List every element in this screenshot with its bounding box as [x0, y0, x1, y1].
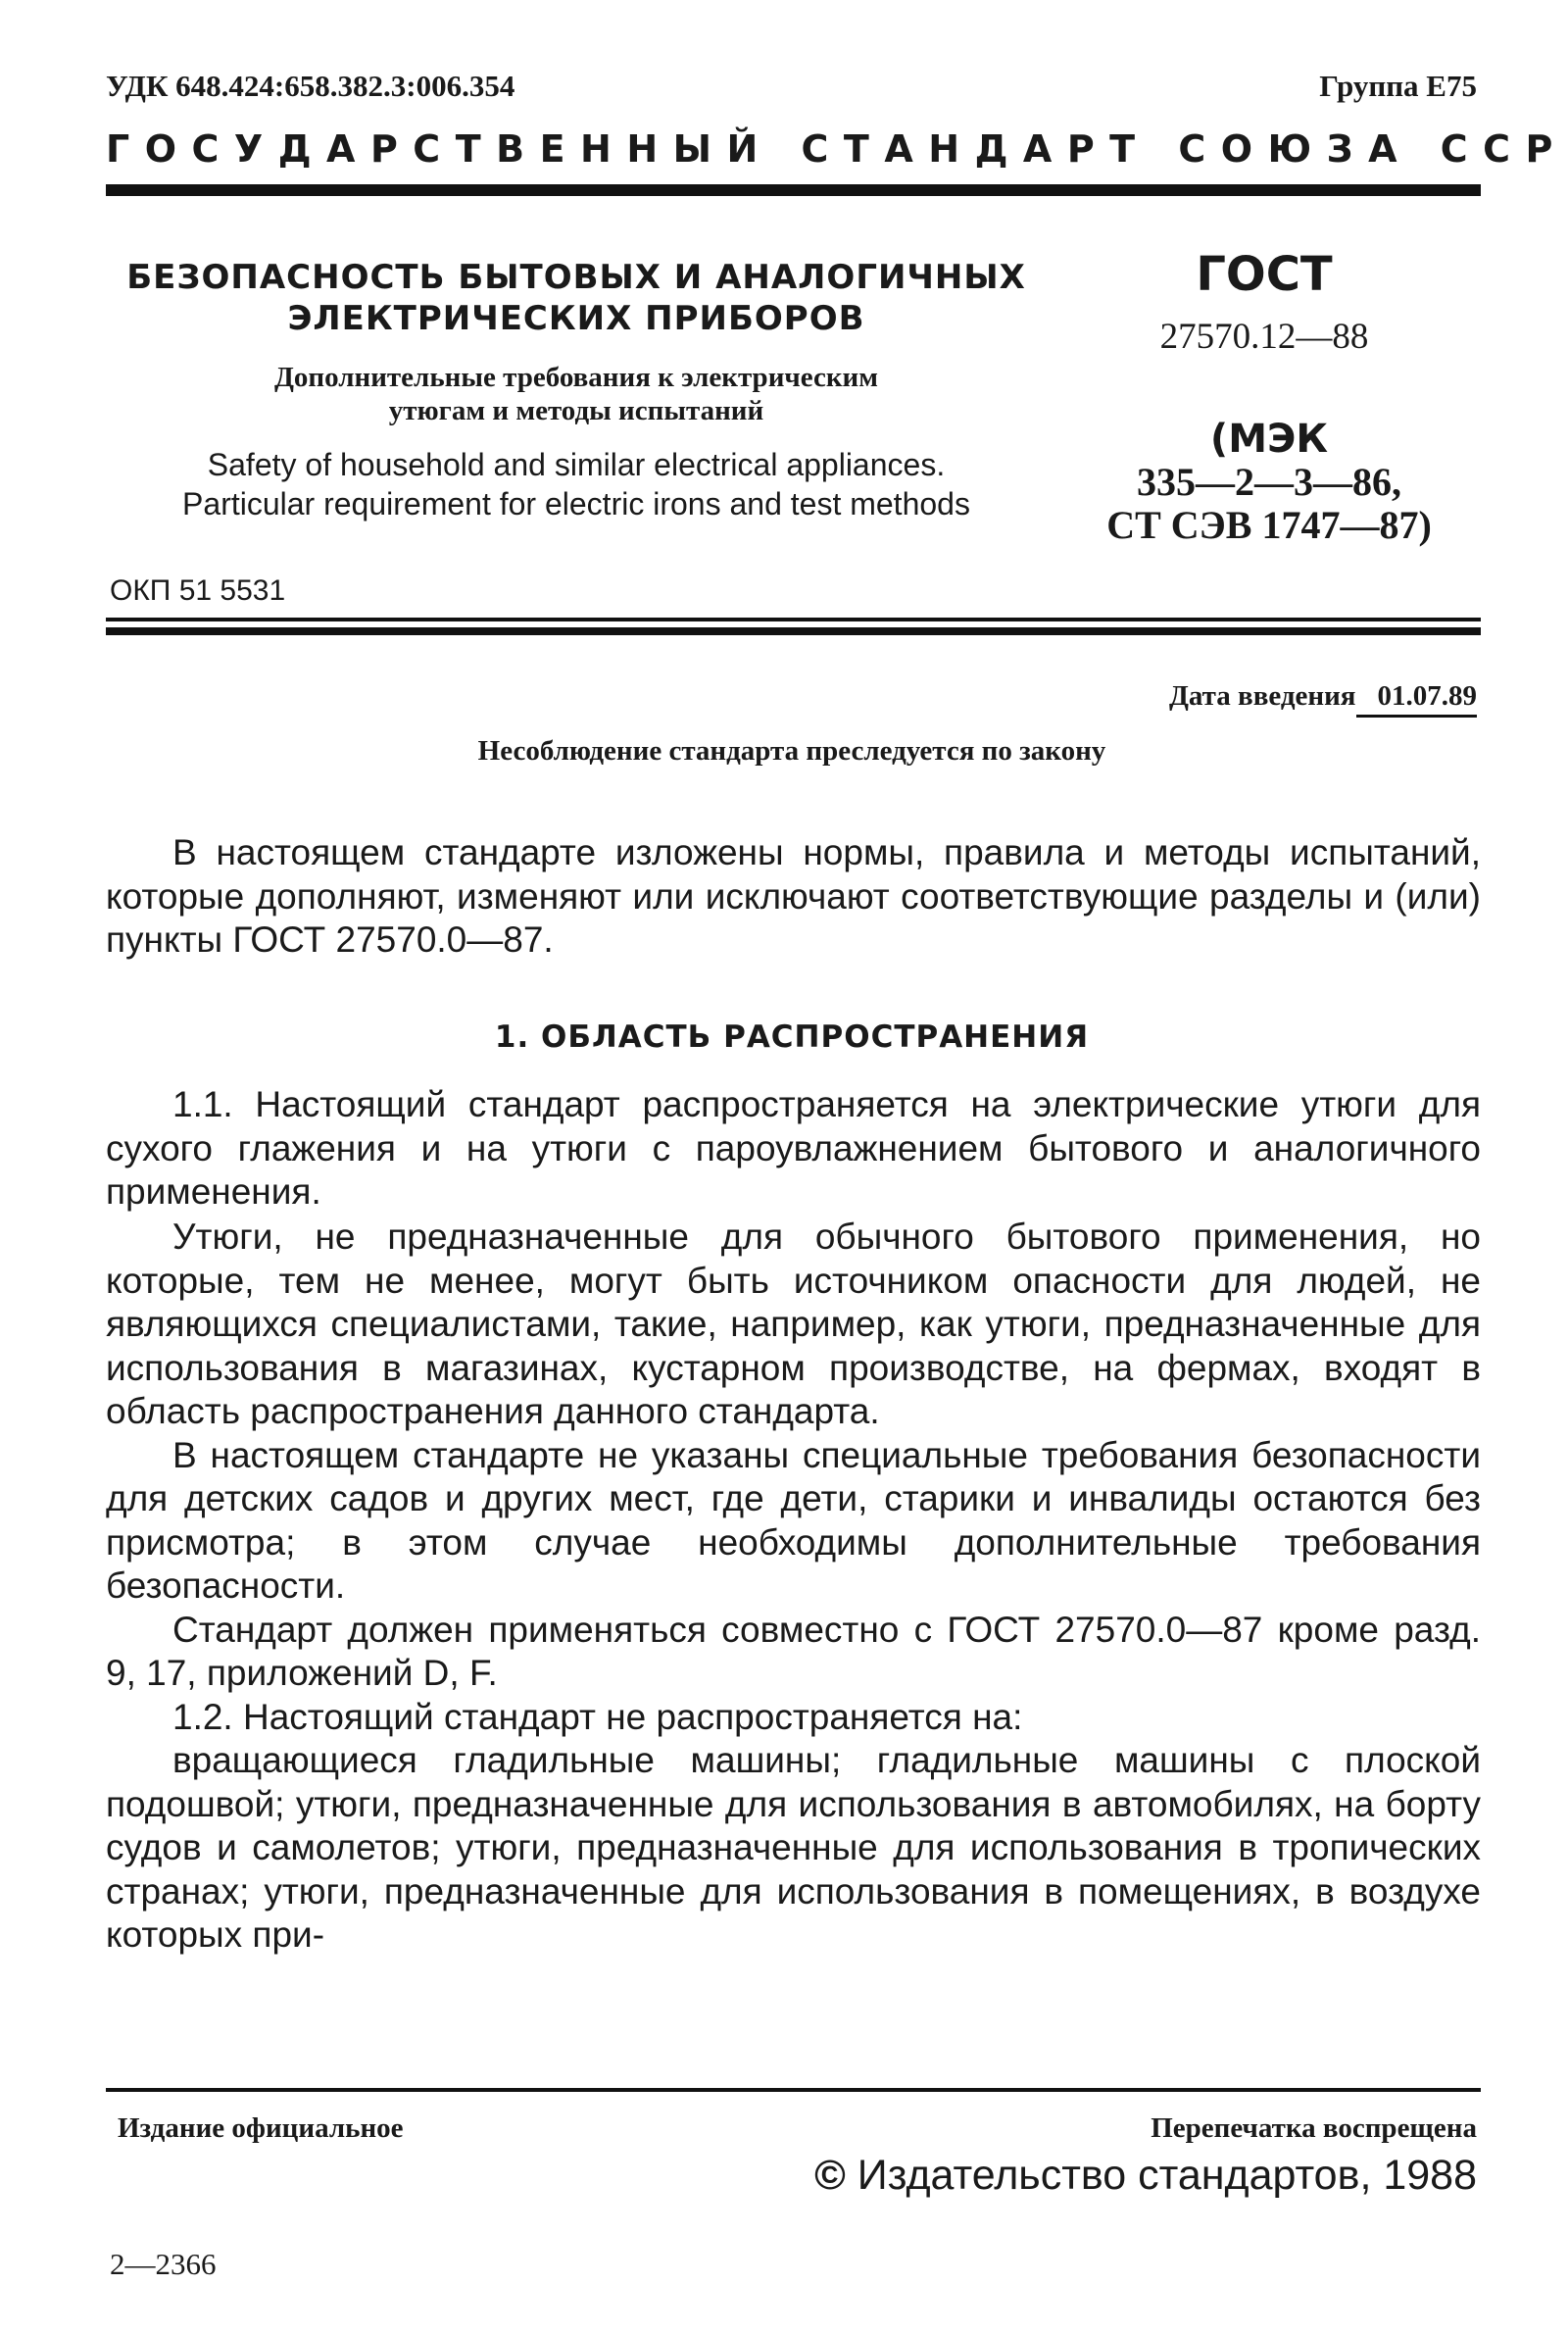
paragraph-irons: Утюги, не предназначенные для обычного бытового применения, но которые, тем не менее, могут быть источником опасности для людей, не являющихся специалистами, такие, например, как утюги, предназначенные для использования в магазинах, кустарном производстве, на фермах, входят в область распространения данного стандарта. [106, 1217, 1481, 1431]
subtitle-line-2: утюгам и методы испытаний [388, 395, 764, 426]
intro-date-value: 01.07.89 [1356, 680, 1478, 718]
udk-code: УДК 648.424:658.382.3:006.354 [106, 69, 515, 103]
subtitle-line-1: Дополнительные требования к электрическим [273, 362, 879, 393]
title-line-2: ЭЛЕКТРИЧЕСКИХ ПРИБОРОВ [287, 299, 865, 338]
paragraph-special-requirements: В настоящем стандарте не указаны специальные требования безопасности для детских садов и других мест, где дети, старики и инвалиды остаются без присмотра; в этом случае необходимы дополнительные требования безопасности. [106, 1434, 1481, 1606]
title-rule-thin [106, 618, 1481, 621]
english-line-1: Safety of household and similar electrical appliances. [207, 447, 946, 482]
section-heading: 1. ОБЛАСТЬ РАСПРОСТРАНЕНИЯ [494, 1019, 1090, 1055]
group-code: Группа Е75 [1319, 69, 1477, 103]
mek-line-1: (МЭК [1209, 417, 1329, 462]
title-line-1: БЕЗОПАСНОСТЬ БЫТОВЫХ И АНАЛОГИЧНЫХ [126, 258, 1026, 297]
gost-number: 27570.12—88 [1159, 317, 1369, 357]
publisher-line [814, 2152, 1477, 2200]
intro-date-label: Дата введения [1168, 680, 1356, 712]
body-text [106, 1216, 1481, 1958]
title-block [106, 257, 1047, 523]
state-standard-banner: ГОСУДАРСТВЕННЫЙ СТАНДАРТ СОЮЗА ССР [106, 127, 1568, 171]
mek-line-2: 335—2—3—86, [1137, 460, 1401, 504]
paragraph-application: Стандарт должен применяться совместно с ГОСТ 27570.0—87 кроме разд. 9, 17, приложений D, F. [106, 1609, 1481, 1693]
intro-date [1169, 680, 1477, 718]
mek-line-3: СТ СЭВ 1747—87) [1106, 503, 1432, 547]
copyright-icon: © [814, 2152, 846, 2199]
order-number: 2—2366 [110, 2247, 217, 2281]
mek-reference [1058, 418, 1480, 547]
okp-code: ОКП 51 5531 [110, 574, 286, 607]
gost-label: ГОСТ [1196, 247, 1333, 302]
english-title [106, 445, 1047, 523]
edition-label: Издание официальное [118, 2112, 404, 2144]
header-rule-thick [106, 184, 1481, 196]
paragraph-exclusions: вращающиеся гладильные машины; гладильные машины с плоской подошвой; утюги, предназначенные для использования в автомобилях, на борту судов и самолетов; утюги, предназначенные для использования в тропических странах; утюги, предназначенные для использования в помещениях, в воздухе которых при- [106, 1740, 1481, 1955]
footer-rule [106, 2088, 1481, 2092]
title-rule-thick [106, 627, 1481, 635]
publisher-name: Издательство стандартов, 1988 [857, 2152, 1477, 2199]
standard-title [106, 257, 1047, 339]
english-line-2: Particular requirement for electric irons and test methods [182, 486, 970, 521]
clause-1-2: 1.2. Настоящий стандарт не распространяется на: [172, 1696, 1023, 1737]
intro-paragraph: В настоящем стандарте изложены нормы, правила и методы испытаний, которые дополняют, изменяют или исключают соответствующие разделы и (или) пункты ГОСТ 27570.0—87. [106, 832, 1481, 960]
clause-1-1: 1.1. Настоящий стандарт распространяется на электрические утюги для сухого глажения и на утюги с пароувлажнением бытового и аналогичного применения. [106, 1084, 1481, 1212]
reprint-notice: Перепечатка воспрещена [1151, 2112, 1477, 2144]
legal-notice: Несоблюдение стандарта преследуется по закону [477, 735, 1106, 767]
standard-subtitle [106, 361, 1047, 427]
